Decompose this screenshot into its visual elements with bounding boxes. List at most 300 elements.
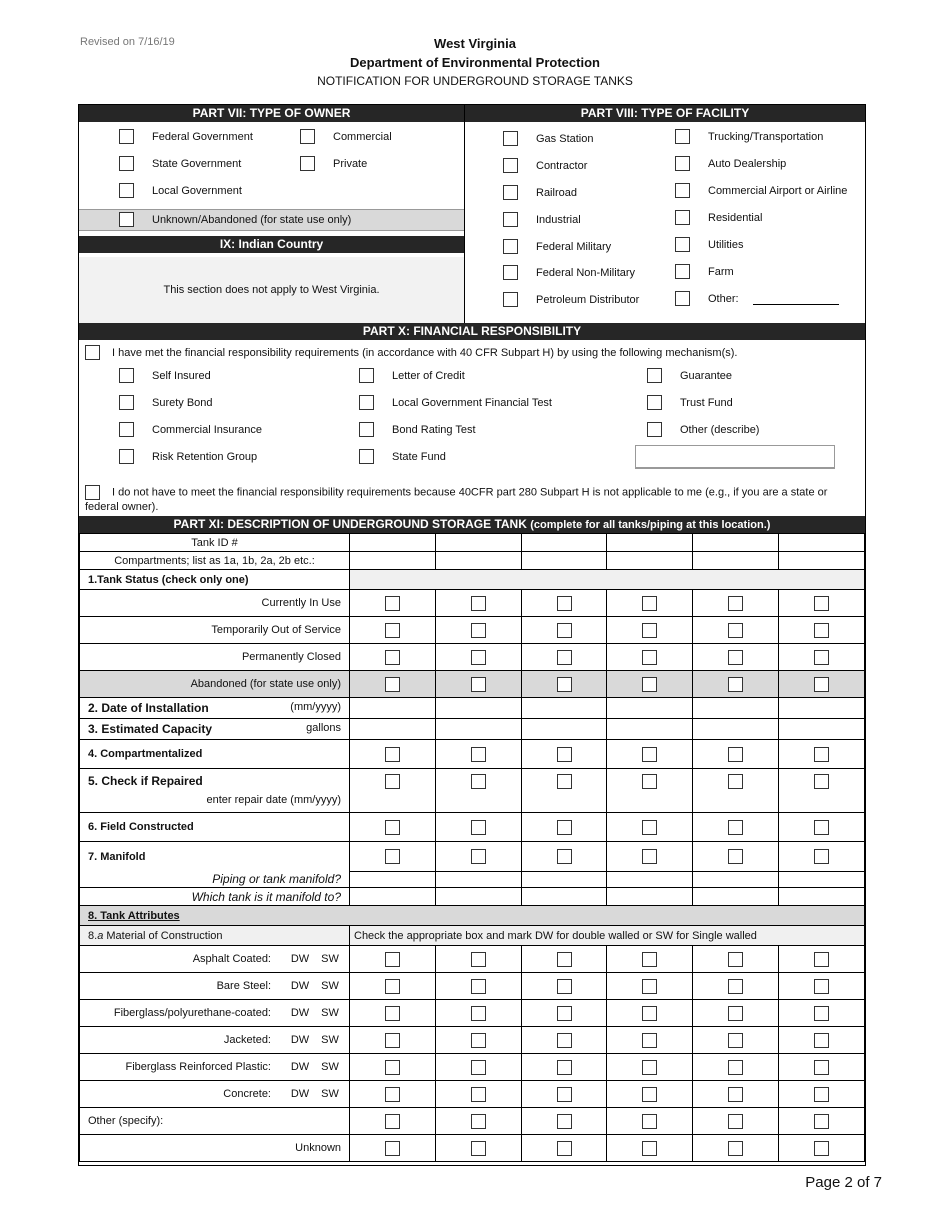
- facility-left-1: [503, 158, 587, 173]
- material-note: Check the appropriate box and mark DW for double walled or SW for Single walled: [350, 926, 865, 946]
- manifold-checkbox[interactable]: [728, 849, 743, 864]
- facility-label: Petroleum Distributor: [536, 293, 640, 306]
- material-label: Bare Steel:: [216, 980, 271, 992]
- fr-col2-2: [359, 422, 476, 437]
- facility-label: Gas Station: [536, 132, 594, 145]
- manifold-q1-cell[interactable]: [693, 872, 779, 888]
- manifold-label: 7. Manifold: [80, 842, 350, 872]
- dw-label: DW: [290, 980, 310, 992]
- row-material-unknown: [80, 1135, 865, 1162]
- owner-commercial: [300, 129, 392, 144]
- status-label: Temporarily Out of Service: [80, 617, 350, 644]
- facility-label: Industrial: [536, 213, 581, 226]
- row-status-1: [80, 617, 865, 644]
- compartmentalized-checkbox[interactable]: [728, 747, 743, 762]
- material-checkbox[interactable]: [728, 1114, 743, 1129]
- facility-residential-checkbox[interactable]: [675, 210, 690, 225]
- owner-private: [300, 156, 367, 171]
- capacity-label: [80, 719, 350, 740]
- facility-label: Farm: [708, 265, 734, 278]
- facility-right-4: [675, 237, 743, 252]
- status-checkbox[interactable]: [471, 677, 486, 692]
- fr-label: Bond Rating Test: [392, 423, 476, 436]
- material-header-text: Material of Construction: [103, 929, 223, 942]
- material-checkbox[interactable]: [642, 1114, 657, 1129]
- facility-trucking-checkbox[interactable]: [675, 129, 690, 144]
- compartmentalized-label: 4. Compartmentalized: [80, 740, 350, 769]
- material-checkbox[interactable]: [385, 1087, 400, 1102]
- status-checkbox[interactable]: [557, 623, 572, 638]
- field-constructed-checkbox[interactable]: [814, 820, 829, 835]
- status-checkbox[interactable]: [814, 650, 829, 665]
- part7-title: PART VII: TYPE OF OWNER: [79, 105, 464, 122]
- status-checkbox[interactable]: [385, 677, 400, 692]
- sw-label: SW: [321, 953, 339, 965]
- fr-met-label: I have met the financial responsibility requirements (in accordance with 40 CFR Subpart H) by using the following mechanism(s).: [112, 346, 738, 359]
- material-checkbox[interactable]: [728, 979, 743, 994]
- facility-right-2: [675, 183, 847, 198]
- dw-label: DW: [290, 1061, 310, 1073]
- manifold-q2-cell[interactable]: [435, 888, 521, 906]
- unknown-label: Unknown: [80, 1135, 350, 1162]
- material-checkbox[interactable]: [814, 952, 829, 967]
- fr-label: Risk Retention Group: [152, 450, 258, 463]
- material-checkbox[interactable]: [728, 1060, 743, 1075]
- status-header: 1.Tank Status (check only one): [80, 570, 350, 590]
- facility-industrial-checkbox[interactable]: [503, 212, 518, 227]
- manifold-q2-cell[interactable]: [779, 888, 865, 906]
- facility-left-3: [503, 212, 581, 227]
- facility-left-4: [503, 239, 611, 254]
- manifold-q2: Which tank is it manifold to?: [80, 888, 350, 906]
- fr-col3-1: [647, 395, 733, 410]
- fr-met-checkbox[interactable]: [85, 345, 100, 360]
- repaired-text: 5. Check if Repaired: [88, 774, 203, 788]
- fr-col2-1: [359, 395, 552, 410]
- row-field-constructed: [80, 813, 865, 842]
- date-cell[interactable]: [521, 698, 607, 719]
- material-checkbox[interactable]: [471, 1114, 486, 1129]
- compartmentalized-checkbox[interactable]: [471, 747, 486, 762]
- owner-state-label: State Government: [152, 157, 242, 170]
- material-checkbox[interactable]: [557, 1033, 572, 1048]
- other-specify-label: Other (specify):: [80, 1108, 350, 1135]
- material-checkbox[interactable]: [557, 952, 572, 967]
- compartments-cell[interactable]: [521, 552, 607, 570]
- status-checkbox[interactable]: [642, 596, 657, 611]
- material-checkbox[interactable]: [814, 1060, 829, 1075]
- owner-state-checkbox[interactable]: [119, 156, 134, 171]
- page-number: Page 2 of 7: [805, 1174, 882, 1191]
- field-constructed-checkbox[interactable]: [728, 820, 743, 835]
- repaired-checkbox[interactable]: [814, 774, 829, 789]
- material-label: Fiberglass/polyurethane-coated:: [113, 1007, 271, 1019]
- field-constructed-checkbox[interactable]: [385, 820, 400, 835]
- material-checkbox[interactable]: [642, 1087, 657, 1102]
- material-checkbox[interactable]: [728, 952, 743, 967]
- manifold-checkbox[interactable]: [385, 849, 400, 864]
- facility-left-6: [503, 292, 639, 307]
- material-checkbox[interactable]: [471, 1006, 486, 1021]
- status-checkbox[interactable]: [728, 677, 743, 692]
- tank-id-cell[interactable]: [779, 534, 865, 552]
- status-checkbox[interactable]: [728, 623, 743, 638]
- manifold-q2-cell[interactable]: [350, 888, 436, 906]
- material-checkbox[interactable]: [557, 1087, 572, 1102]
- tank-id-cell[interactable]: [435, 534, 521, 552]
- row-date-install: [80, 698, 865, 719]
- facility-federal-military-checkbox[interactable]: [503, 239, 518, 254]
- owner-state: [119, 156, 241, 171]
- status-checkbox[interactable]: [557, 596, 572, 611]
- part9-title: IX: Indian Country: [79, 236, 464, 253]
- tank-id-cell[interactable]: [350, 534, 436, 552]
- facility-label: Federal Military: [536, 240, 612, 253]
- part10-financial-responsibility: [79, 323, 865, 515]
- date-cell[interactable]: [693, 698, 779, 719]
- manifold-checkbox[interactable]: [471, 849, 486, 864]
- material-checkbox[interactable]: [385, 1060, 400, 1075]
- status-checkbox[interactable]: [642, 623, 657, 638]
- fr-trust-fund-checkbox[interactable]: [647, 395, 662, 410]
- material-checkbox[interactable]: [385, 952, 400, 967]
- date-cell[interactable]: [779, 698, 865, 719]
- status-checkbox[interactable]: [814, 596, 829, 611]
- facility-left-0: [503, 131, 593, 146]
- material-checkbox[interactable]: [385, 1033, 400, 1048]
- department-title: Department of Environmental Protection: [350, 55, 600, 70]
- date-cell[interactable]: [607, 698, 693, 719]
- manifold-q1-cell[interactable]: [607, 872, 693, 888]
- status-checkbox[interactable]: [814, 677, 829, 692]
- facility-label: Trucking/Transportation: [708, 130, 824, 143]
- status-checkbox[interactable]: [471, 596, 486, 611]
- owner-commercial-label: Commercial: [333, 130, 392, 143]
- row-tank-id: [80, 534, 865, 552]
- date-install-label: [80, 698, 350, 719]
- part10-title: PART X: FINANCIAL RESPONSIBILITY: [79, 323, 865, 340]
- row-status-0: [80, 590, 865, 617]
- fr-col1-0: [119, 368, 211, 383]
- manifold-q2-cell[interactable]: [521, 888, 607, 906]
- facility-auto-dealership-checkbox[interactable]: [675, 156, 690, 171]
- material-label: Asphalt Coated:: [192, 953, 271, 965]
- facility-label: Other:: [708, 292, 739, 305]
- status-checkbox[interactable]: [557, 650, 572, 665]
- material-checkbox[interactable]: [642, 1060, 657, 1075]
- compartmentalized-checkbox[interactable]: [557, 747, 572, 762]
- tank-id-cell[interactable]: [607, 534, 693, 552]
- fr-surety-bond-checkbox[interactable]: [119, 395, 134, 410]
- material-checkbox[interactable]: [471, 1087, 486, 1102]
- material-checkbox[interactable]: [385, 1141, 400, 1156]
- form-page: [78, 104, 866, 1166]
- dw-label: DW: [290, 1007, 310, 1019]
- part7-type-of-owner: [79, 105, 465, 323]
- date-cell[interactable]: [435, 698, 521, 719]
- fr-label: State Fund: [392, 450, 446, 463]
- status-checkbox[interactable]: [471, 650, 486, 665]
- facility-airport-checkbox[interactable]: [675, 183, 690, 198]
- row-material-3: [80, 1027, 865, 1054]
- fr-not-required-label: I do not have to meet the financial responsibility requirements because 40CFR part 280 Subpart H is not applicable to me (e.g., if you are a state or federal owner).: [85, 486, 828, 513]
- fr-not-required-checkbox[interactable]: [85, 485, 100, 500]
- material-checkbox[interactable]: [471, 952, 486, 967]
- material-checkbox[interactable]: [642, 979, 657, 994]
- sw-label: SW: [321, 980, 339, 992]
- fr-label: Other (describe): [680, 423, 760, 436]
- owner-local: [119, 183, 242, 198]
- facility-label: Commercial Airport or Airline: [708, 184, 848, 197]
- compartments-cell[interactable]: [779, 552, 865, 570]
- fr-bond-rating-checkbox[interactable]: [359, 422, 374, 437]
- repaired-checkbox[interactable]: [385, 774, 400, 789]
- material-label: Concrete:: [223, 1088, 271, 1100]
- material-checkbox[interactable]: [728, 1087, 743, 1102]
- status-checkbox[interactable]: [385, 596, 400, 611]
- capacity-cell[interactable]: [521, 719, 607, 740]
- material-checkbox[interactable]: [471, 1033, 486, 1048]
- facility-utilities-checkbox[interactable]: [675, 237, 690, 252]
- owner-private-checkbox[interactable]: [300, 156, 315, 171]
- manifold-q1-cell[interactable]: [435, 872, 521, 888]
- facility-left-2: [503, 185, 577, 200]
- material-label: Fiberglass Reinforced Plastic:: [125, 1061, 271, 1073]
- compartmentalized-checkbox[interactable]: [814, 747, 829, 762]
- material-checkbox[interactable]: [385, 1006, 400, 1021]
- material-checkbox[interactable]: [471, 979, 486, 994]
- fr-local-gov-test-checkbox[interactable]: [359, 395, 374, 410]
- owner-federal-checkbox[interactable]: [119, 129, 134, 144]
- repaired-checkbox[interactable]: [642, 774, 657, 789]
- manifold-checkbox[interactable]: [642, 849, 657, 864]
- attributes-header: 8. Tank Attributes: [80, 906, 865, 926]
- status-checkbox[interactable]: [471, 623, 486, 638]
- row-status-2: [80, 644, 865, 671]
- manifold-checkbox[interactable]: [557, 849, 572, 864]
- material-checkbox[interactable]: [471, 1141, 486, 1156]
- facility-right-1: [675, 156, 786, 171]
- row-attributes-header: [80, 906, 865, 926]
- fr-guarantee-checkbox[interactable]: [647, 368, 662, 383]
- status-checkbox[interactable]: [557, 677, 572, 692]
- material-checkbox[interactable]: [557, 1006, 572, 1021]
- revised-date: Revised on 7/16/19: [80, 36, 175, 48]
- fr-label: Self Insured: [152, 369, 211, 382]
- fr-col3-2: [647, 422, 759, 437]
- fr-label: Trust Fund: [680, 396, 733, 409]
- facility-label: Residential: [708, 211, 763, 224]
- status-checkbox[interactable]: [642, 677, 657, 692]
- material-checkbox[interactable]: [557, 1141, 572, 1156]
- fr-self-insured-checkbox[interactable]: [119, 368, 134, 383]
- owner-unknown-row: [79, 209, 464, 231]
- part11-subtitle: (complete for all tanks/piping at this location.): [530, 519, 771, 531]
- facility-contractor-checkbox[interactable]: [503, 158, 518, 173]
- owner-facility-section: [79, 105, 865, 323]
- field-constructed-checkbox[interactable]: [642, 820, 657, 835]
- material-checkbox[interactable]: [814, 1033, 829, 1048]
- fr-other-checkbox[interactable]: [647, 422, 662, 437]
- material-checkbox[interactable]: [728, 1006, 743, 1021]
- form-title: NOTIFICATION FOR UNDERGROUND STORAGE TANKS: [317, 74, 633, 88]
- fr-label: Commercial Insurance: [152, 423, 263, 436]
- facility-right-5: [675, 264, 734, 279]
- material-checkbox[interactable]: [557, 1114, 572, 1129]
- material-checkbox[interactable]: [642, 1141, 657, 1156]
- repaired-checkbox[interactable]: [471, 774, 486, 789]
- material-checkbox[interactable]: [642, 1033, 657, 1048]
- facility-gas-station-checkbox[interactable]: [503, 131, 518, 146]
- facility-right-6: [675, 291, 839, 306]
- fr-other-describe-input[interactable]: [635, 445, 835, 469]
- material-checkbox[interactable]: [385, 979, 400, 994]
- fr-col1-2: [119, 422, 262, 437]
- material-checkbox[interactable]: [814, 1141, 829, 1156]
- compartments-cell[interactable]: [435, 552, 521, 570]
- material-checkbox[interactable]: [814, 1006, 829, 1021]
- tank-id-cell[interactable]: [521, 534, 607, 552]
- manifold-q1-cell[interactable]: [521, 872, 607, 888]
- status-checkbox[interactable]: [728, 650, 743, 665]
- capacity-cell[interactable]: [607, 719, 693, 740]
- row-manifold-q1: [80, 872, 865, 888]
- manifold-q1-cell[interactable]: [350, 872, 436, 888]
- material-checkbox[interactable]: [814, 1114, 829, 1129]
- material-checkbox[interactable]: [642, 1006, 657, 1021]
- row-manifold-q2: [80, 888, 865, 906]
- row-material-4: [80, 1054, 865, 1081]
- sw-label: SW: [321, 1007, 339, 1019]
- material-checkbox[interactable]: [728, 1141, 743, 1156]
- facility-railroad-checkbox[interactable]: [503, 185, 518, 200]
- row-material-header: [80, 926, 865, 946]
- date-cell[interactable]: [350, 698, 436, 719]
- fr-commercial-insurance-checkbox[interactable]: [119, 422, 134, 437]
- material-checkbox[interactable]: [557, 1060, 572, 1075]
- material-checkbox[interactable]: [814, 1087, 829, 1102]
- compartments-label: Compartments; list as 1a, 1b, 2a, 2b etc.:: [80, 552, 350, 570]
- part9-note: This section does not apply to West Virginia.: [79, 257, 464, 323]
- fr-label: Local Government Financial Test: [392, 396, 552, 409]
- owner-unknown: [119, 212, 351, 227]
- status-label: Permanently Closed: [80, 644, 350, 671]
- facility-farm-checkbox[interactable]: [675, 264, 690, 279]
- fr-met: [85, 345, 737, 360]
- repaired-checkbox[interactable]: [728, 774, 743, 789]
- repair-date-text: enter repair date (mm/yyyy): [206, 794, 341, 806]
- row-capacity: [80, 719, 865, 740]
- material-checkbox[interactable]: [471, 1060, 486, 1075]
- tank-table: [79, 533, 865, 1162]
- facility-label: Federal Non-Military: [536, 266, 636, 279]
- compartments-cell[interactable]: [607, 552, 693, 570]
- status-checkbox[interactable]: [814, 623, 829, 638]
- fr-col1-3: [119, 449, 257, 464]
- material-header-prefix: 8.: [88, 929, 98, 942]
- fr-letter-of-credit-checkbox[interactable]: [359, 368, 374, 383]
- owner-unknown-checkbox[interactable]: [119, 212, 134, 227]
- field-constructed-checkbox[interactable]: [471, 820, 486, 835]
- facility-right-0: [675, 129, 823, 144]
- capacity-cell[interactable]: [350, 719, 436, 740]
- capacity-cell[interactable]: [693, 719, 779, 740]
- facility-other-input[interactable]: [753, 293, 839, 305]
- row-material-2: [80, 1000, 865, 1027]
- material-checkbox[interactable]: [728, 1033, 743, 1048]
- material-checkbox[interactable]: [385, 1114, 400, 1129]
- manifold-q1: Piping or tank manifold?: [80, 872, 350, 888]
- row-compartments: [80, 552, 865, 570]
- material-label: Jacketed:: [223, 1034, 271, 1046]
- row-repaired: [80, 769, 865, 813]
- compartments-cell[interactable]: [350, 552, 436, 570]
- material-checkbox[interactable]: [642, 952, 657, 967]
- manifold-q1-cell[interactable]: [779, 872, 865, 888]
- row-status-header: [80, 570, 865, 590]
- fr-state-fund-checkbox[interactable]: [359, 449, 374, 464]
- facility-other-checkbox[interactable]: [675, 291, 690, 306]
- capacity-unit: gallons: [306, 722, 341, 734]
- owner-local-label: Local Government: [152, 184, 242, 197]
- state-title: West Virginia: [434, 36, 516, 51]
- date-format: (mm/yyyy): [290, 701, 341, 713]
- material-checkbox[interactable]: [557, 979, 572, 994]
- fr-not-required: [85, 485, 859, 514]
- tank-id-cell[interactable]: [693, 534, 779, 552]
- facility-petroleum-distributor-checkbox[interactable]: [503, 292, 518, 307]
- capacity-text: 3. Estimated Capacity: [88, 722, 213, 736]
- field-constructed-checkbox[interactable]: [557, 820, 572, 835]
- facility-label: Utilities: [708, 238, 744, 251]
- status-checkbox[interactable]: [385, 623, 400, 638]
- owner-commercial-checkbox[interactable]: [300, 129, 315, 144]
- fr-col2-0: [359, 368, 465, 383]
- fr-label: Guarantee: [680, 369, 732, 382]
- sw-label: SW: [321, 1061, 339, 1073]
- compartmentalized-checkbox[interactable]: [385, 747, 400, 762]
- dw-label: DW: [290, 1088, 310, 1100]
- row-compartmentalized: [80, 740, 865, 769]
- material-checkbox[interactable]: [814, 979, 829, 994]
- status-checkbox[interactable]: [728, 596, 743, 611]
- row-manifold: [80, 842, 865, 872]
- sw-label: SW: [321, 1034, 339, 1046]
- repaired-checkbox[interactable]: [557, 774, 572, 789]
- facility-federal-non-military-checkbox[interactable]: [503, 265, 518, 280]
- status-label: Currently In Use: [80, 590, 350, 617]
- manifold-q2-cell[interactable]: [693, 888, 779, 906]
- facility-left-5: [503, 265, 635, 280]
- manifold-q2-cell[interactable]: [607, 888, 693, 906]
- capacity-cell[interactable]: [779, 719, 865, 740]
- owner-federal-label: Federal Government: [152, 130, 253, 143]
- owner-local-checkbox[interactable]: [119, 183, 134, 198]
- row-material-other: [80, 1108, 865, 1135]
- compartments-cell[interactable]: [693, 552, 779, 570]
- capacity-cell[interactable]: [435, 719, 521, 740]
- manifold-checkbox[interactable]: [814, 849, 829, 864]
- status-label: Abandoned (for state use only): [80, 671, 350, 698]
- compartmentalized-checkbox[interactable]: [642, 747, 657, 762]
- status-checkbox[interactable]: [642, 650, 657, 665]
- status-checkbox[interactable]: [385, 650, 400, 665]
- fr-risk-retention-checkbox[interactable]: [119, 449, 134, 464]
- dw-label: DW: [290, 1034, 310, 1046]
- owner-private-label: Private: [333, 157, 368, 170]
- material-header-letter: a: [97, 929, 104, 942]
- row-material-1: [80, 973, 865, 1000]
